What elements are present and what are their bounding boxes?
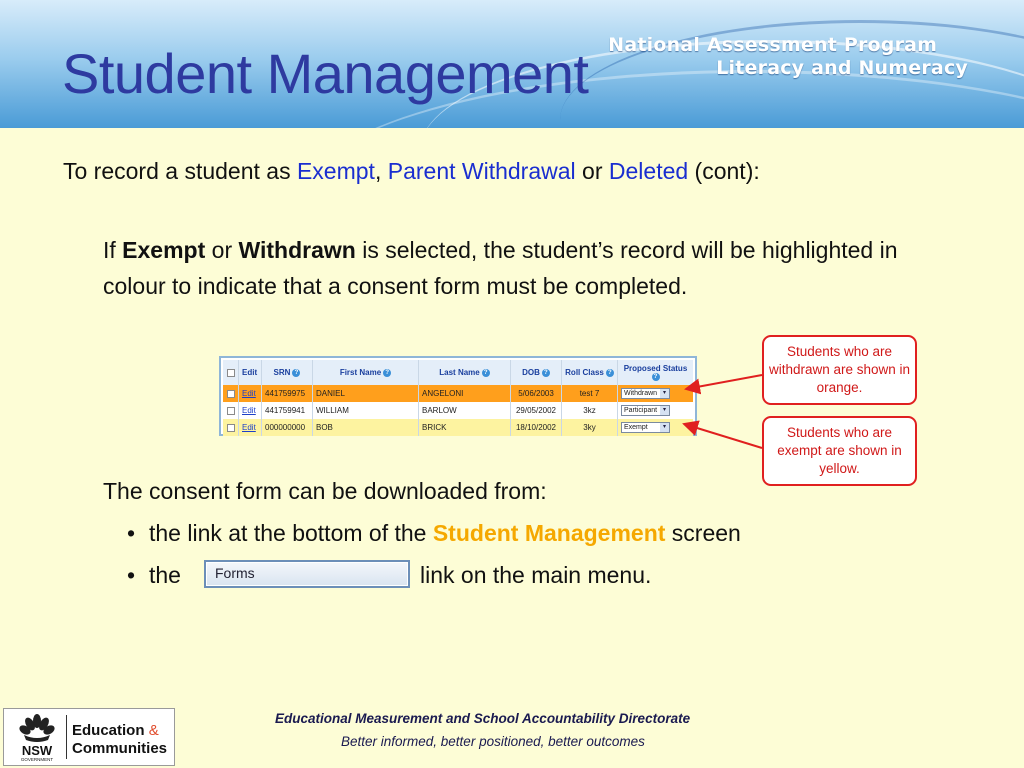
nsw-waratah-icon (10, 711, 64, 763)
logo-divider (66, 715, 67, 759)
table-header-row (223, 360, 693, 385)
header-srn-label: SRN (273, 368, 291, 377)
dob-cell: 29/05/2002 (511, 402, 562, 419)
dob-cell: 18/10/2002 (511, 419, 562, 436)
row-checkbox-cell (223, 385, 239, 402)
para-rest: is selected, the student’s record will be highlighted in colour to indicate that a consent form must be completed. (103, 237, 898, 299)
program-line-1: National Assessment Program (608, 34, 938, 56)
bullet1-prefix: the link at the bottom of the (149, 520, 433, 546)
header-srn[interactable] (262, 360, 313, 385)
help-icon[interactable]: ? (542, 369, 550, 377)
para-or: or (205, 237, 239, 263)
header-roll-class[interactable] (562, 360, 618, 385)
first-cell: DANIEL (313, 385, 419, 402)
proposed-status-select[interactable] (621, 388, 670, 399)
header-banner (0, 0, 1024, 128)
srn-cell: 441759941 (262, 402, 313, 419)
header-dob-label: DOB (522, 368, 540, 377)
callout-withdrawn: Students who are withdrawn are shown in orange. (762, 335, 917, 405)
edit-link[interactable]: Edit (242, 406, 256, 415)
header-first-name-label: First Name (339, 368, 382, 377)
edit-cell (239, 419, 262, 436)
chevron-down-icon[interactable]: ▾ (660, 389, 669, 398)
header-checkbox-cell (223, 360, 239, 385)
logo-education: Education (72, 722, 145, 739)
intro-line (63, 158, 760, 185)
bullet-student-management (127, 520, 741, 547)
proposed-status-value: Participant (624, 407, 658, 414)
first-cell: WILLIAM (313, 402, 419, 419)
table-row[interactable] (223, 385, 693, 402)
logo-text (72, 722, 167, 758)
intro-or: or (575, 158, 609, 184)
intro-exempt: Exempt (296, 158, 375, 184)
last-cell: BARLOW (419, 402, 511, 419)
edit-cell (239, 385, 262, 402)
para-exempt: Exempt (122, 237, 206, 263)
header-proposed-status-label: Proposed Status (623, 364, 688, 373)
bullet1-suffix: screen (665, 520, 741, 546)
bullet2-suffix: link on the main menu. (420, 562, 652, 588)
edit-link[interactable]: Edit (242, 389, 256, 398)
proposed-status-value: Withdrawn (624, 390, 658, 397)
row-checkbox[interactable] (227, 407, 235, 415)
srn-cell: 441759975 (262, 385, 313, 402)
header-proposed-status[interactable] (618, 360, 693, 385)
proposed-status-cell (618, 402, 693, 419)
intro-parent-withdrawal: Parent Withdrawal (387, 158, 576, 184)
student-table (219, 356, 697, 436)
header-first-name[interactable] (313, 360, 419, 385)
logo-nsw-text: NSW (21, 743, 53, 758)
callout-exempt: Students who are exempt are shown in yellow. (762, 416, 917, 486)
para-withdrawn: Withdrawn (238, 237, 356, 263)
row-checkbox-cell (223, 419, 239, 436)
help-icon[interactable]: ? (482, 369, 490, 377)
chevron-down-icon[interactable]: ▾ (660, 423, 669, 432)
row-checkbox-cell (223, 402, 239, 419)
bullet-dot: • (127, 562, 136, 588)
page-title: Student Management (62, 42, 589, 105)
select-all-checkbox[interactable] (227, 369, 235, 377)
footer-tagline: Better informed, better positioned, better outcomes (341, 734, 645, 749)
proposed-status-select[interactable] (621, 405, 670, 416)
help-icon[interactable]: ? (292, 369, 300, 377)
header-edit (239, 360, 262, 385)
help-icon[interactable]: ? (652, 373, 660, 381)
proposed-status-value: Exempt (624, 424, 648, 431)
intro-deleted: Deleted (608, 158, 689, 184)
dob-cell: 5/06/2003 (511, 385, 562, 402)
student-management-link-text: Student Management (432, 520, 666, 546)
footer-directorate: Educational Measurement and School Accountability Directorate (275, 711, 691, 726)
logo-ampersand: & (148, 722, 159, 739)
last-cell: BRICK (419, 419, 511, 436)
bullet2-prefix: the (149, 562, 181, 588)
intro-prefix: To record a student as (63, 158, 297, 184)
help-icon[interactable]: ? (383, 369, 391, 377)
program-line-2: Literacy and Numeracy (716, 57, 968, 79)
first-cell: BOB (313, 419, 419, 436)
header-last-name[interactable] (419, 360, 511, 385)
header-edit-label: Edit (242, 368, 258, 377)
header-dob[interactable] (511, 360, 562, 385)
para-if: If (103, 237, 123, 263)
logo-government-text: GOVERNMENT (20, 757, 54, 762)
roll-cell: 3ky (562, 419, 618, 436)
header-last-name-label: Last Name (439, 368, 480, 377)
forms-menu-button[interactable]: Forms (204, 560, 410, 588)
program-name (608, 34, 968, 80)
intro-comma: , (374, 158, 388, 184)
edit-cell (239, 402, 262, 419)
proposed-status-select[interactable] (621, 422, 670, 433)
education-communities-logo (3, 708, 175, 766)
table-row[interactable] (223, 402, 693, 419)
srn-cell: 000000000 (262, 419, 313, 436)
withdrawn-arrow (686, 375, 762, 389)
bullet-forms (127, 562, 181, 589)
header-roll-class-label: Roll Class (565, 368, 604, 377)
table-row[interactable] (223, 419, 693, 436)
roll-cell: test 7 (562, 385, 618, 402)
bullet-dot: • (127, 520, 136, 546)
intro-suffix: (cont): (688, 158, 760, 184)
chevron-down-icon[interactable]: ▾ (660, 406, 669, 415)
consent-heading: The consent form can be downloaded from: (103, 478, 547, 504)
explanation-paragraph (103, 232, 923, 304)
last-cell: ANGELONI (419, 385, 511, 402)
help-icon[interactable]: ? (606, 369, 614, 377)
row-checkbox[interactable] (227, 424, 235, 432)
proposed-status-cell (618, 419, 693, 436)
row-checkbox[interactable] (227, 390, 235, 398)
logo-communities: Communities (72, 740, 168, 757)
roll-cell: 3kz (562, 402, 618, 419)
proposed-status-cell (618, 385, 693, 402)
edit-link[interactable]: Edit (242, 423, 256, 432)
